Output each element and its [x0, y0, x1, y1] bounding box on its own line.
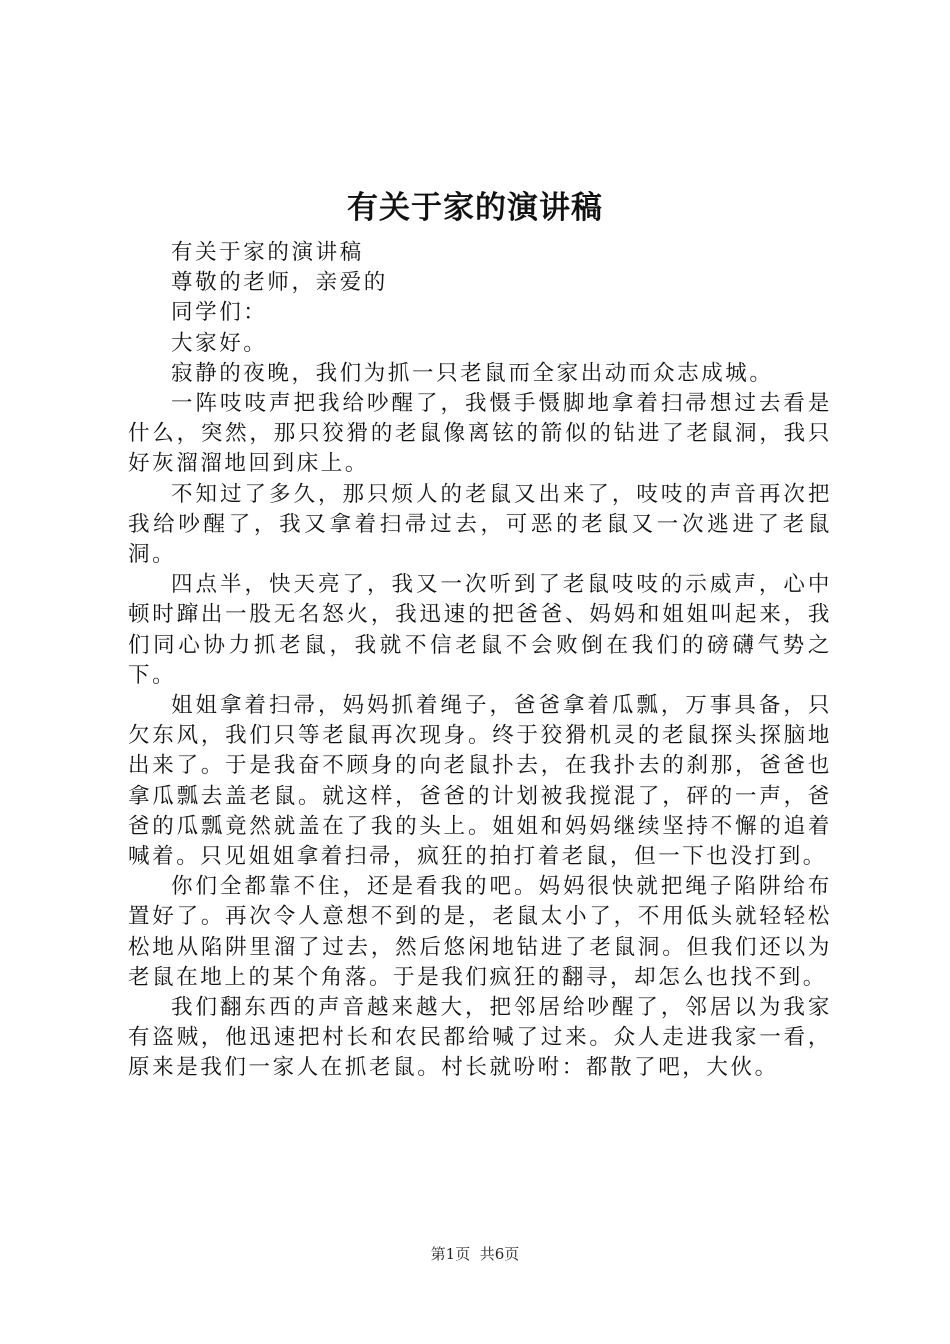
body-paragraph: 有关于家的演讲稿 — [171, 240, 364, 265]
body-paragraph: 你们全都靠不住，还是看我的吧。妈妈很快就把绳子陷阱给布置好了。再次令人意想不到的是，老鼠太小了，不用低头就轻轻松松地从陷阱里溜了过去，然后悠闲地钻进了老鼠洞。但我们还以为老鼠在地上的某个角落。于是我们疯狂的翻寻，却怎么也找不到。 — [128, 874, 832, 990]
body-paragraph: 我们翻东西的声音越来越大，把邻居给吵醒了，邻居以为我家有盗贼，他迅速把村长和农民都给喊了过来。众人走进我家一看，原来是我们一家人在抓老鼠。村长就吩咐：都散了吧，大伙。 — [128, 995, 832, 1081]
body-paragraph: 不知过了多久，那只烦人的老鼠又出来了，吱吱的声音再次把我给吵醒了，我又拿着扫帚过去，可恶的老鼠又一次逃进了老鼠洞。 — [128, 481, 832, 568]
page-number: 第1页 — [430, 1245, 471, 1263]
body-paragraph: 同学们： — [171, 300, 268, 326]
document-body — [128, 238, 832, 1084]
page-total: 共6页 — [479, 1245, 520, 1263]
body-paragraph: 尊敬的老师，亲爱的 — [171, 270, 388, 296]
body-paragraph: 大家好。 — [171, 330, 268, 356]
body-paragraph: 四点半，快天亮了，我又一次听到了老鼠吱吱的示威声，心中顿时蹿出一股无名怒火，我迅速的把爸爸、妈妈和姐姐叫起来，我们同心协力抓老鼠，我就不信老鼠不会败倒在我们的磅礴气势之下。 — [128, 572, 832, 688]
body-paragraph: 姐姐拿着扫帚，妈妈抓着绳子，爸爸拿着瓜瓢，万事具备，只欠东风，我们只等老鼠再次现身。终于狡猾机灵的老鼠探头探脑地出来了。于是我奋不顾身的向老鼠扑去，在我扑去的刹那，爸爸也拿瓜瓢去盖老鼠。就这样，爸爸的计划被我搅混了，砰的一声，爸爸的瓜瓢竟然就盖在了我的头上。姐姐和妈妈继续坚持不懈的追着喊着。只见姐姐拿着扫帚，疯狂的拍打着老鼠，但一下也没打到。 — [128, 693, 832, 870]
body-paragraph: 一阵吱吱声把我给吵醒了，我慑手慑脚地拿着扫帚想过去看是什么，突然，那只狡猾的老鼠像离铉的箭似的钻进了老鼠洞，我只好灰溜溜地回到床上。 — [128, 391, 832, 477]
document-title: 有关于家的演讲稿 — [347, 190, 603, 226]
body-paragraph: 寂静的夜晚，我们为抓一只老鼠而全家出动而众志成城。 — [171, 360, 774, 386]
page-footer — [0, 1243, 950, 1265]
